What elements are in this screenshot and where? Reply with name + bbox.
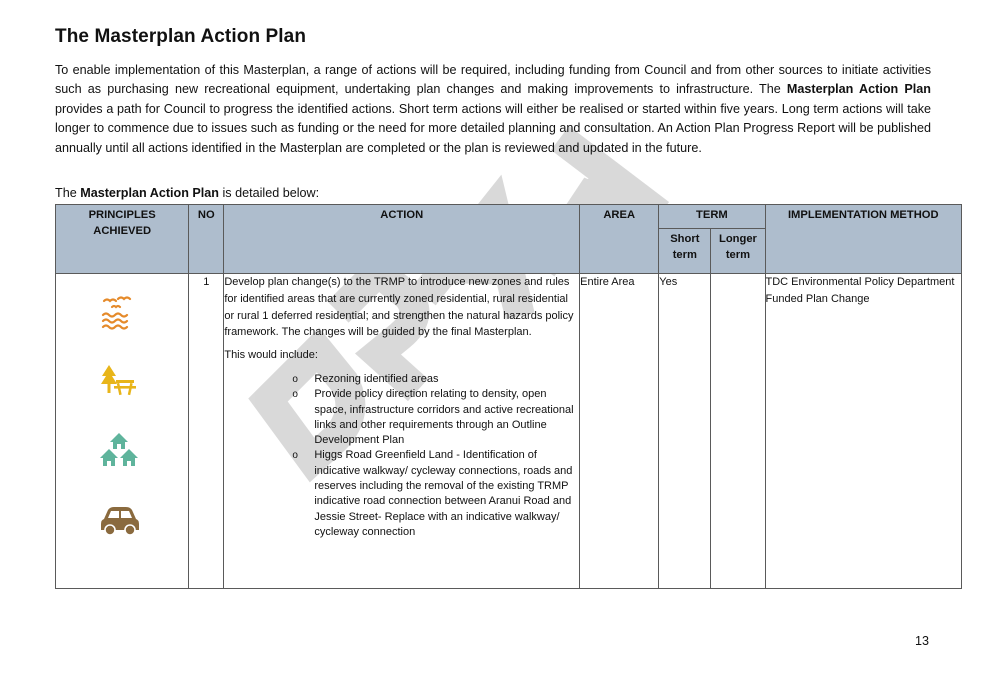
bullet-glyph: o (292, 450, 298, 462)
header-action: ACTION (224, 205, 580, 274)
header-principles: PRINCIPLES ACHIEVED (56, 205, 189, 274)
tree-picnic-table-icon (100, 364, 136, 398)
detailed-prefix: The (55, 186, 81, 200)
detailed-below-line (55, 185, 319, 201)
intro-text-1: To enable implementation of this Masterplan, a range of actions will be required, including funding from Council and from other sources to initiate activities such as purchasing new recreational equipment, undertaking plan changes and making improvements to infrastructure. The (55, 63, 931, 97)
sub-item-text: Provide policy direction relating to density, open space, infrastructure corridors and active recreational links and other requirements through an Outline Development Plan (314, 388, 574, 447)
list-item (224, 372, 579, 387)
longer-term-cell (711, 274, 765, 589)
bullet-glyph: o (292, 389, 298, 401)
houses-icon (100, 432, 138, 468)
header-area: AREA (580, 205, 659, 274)
sub-item-text: Higgs Road Greenfield Land - Identification of indicative walkway/ cycleway connections, roads and reserves including the removal of the existing TRMP indicative road connection between Aranui Road and Jessie Street- Replace with an indicative walkway/ cycleway connection (314, 449, 573, 538)
implementation-cell: TDC Environmental Policy Department Funded Plan Change (765, 274, 961, 589)
row-number: 1 (189, 274, 224, 589)
header-short-term: Short term (659, 229, 711, 274)
waves-birds-icon (100, 296, 134, 330)
action-cell (224, 274, 580, 589)
detailed-bold-term: Masterplan Action Plan (80, 186, 219, 200)
detailed-suffix: is detailed below: (219, 186, 320, 200)
page-title: The Masterplan Action Plan (55, 26, 307, 47)
action-sub-list (224, 372, 579, 540)
header-term: TERM (659, 205, 765, 229)
sub-item-text: Rezoning identified areas (314, 372, 439, 385)
intro-paragraph (55, 61, 931, 158)
list-item (224, 387, 579, 448)
short-term-cell: Yes (659, 274, 711, 589)
header-no: NO (189, 205, 224, 274)
action-plan-table (55, 204, 962, 589)
intro-text-2: provides a path for Council to progress the identified actions. Short term actions will either be realised or started within five years. Long term actions will take longer to commence due to issues such as funding or the need for more detailed planning and consultation. An Action Plan Progress Report will be published annually until all actions identified in the Masterplan are completed or the plan is reviewed and updated in the future. (55, 101, 931, 155)
page-number: 13 (915, 634, 930, 648)
principles-cell (56, 274, 189, 589)
table-row (56, 274, 962, 589)
car-icon (100, 506, 140, 538)
list-item (224, 448, 579, 540)
area-cell: Entire Area (580, 274, 659, 589)
intro-bold-term: Masterplan Action Plan (786, 82, 931, 97)
action-include-label: This would include: (224, 349, 318, 362)
bullet-glyph: o (292, 373, 298, 385)
action-description: Develop plan change(s) to the TRMP to introduce new zones and rules for identified areas that are currently zoned residential, rural residential or rural 1 deferred residential; and strengthen the natural hazards policy framework. The changes will be guided by the final Masterplan. (224, 276, 574, 339)
header-longer-term: Longer term (711, 229, 765, 274)
header-implementation: IMPLEMENTATION METHOD (765, 205, 961, 274)
